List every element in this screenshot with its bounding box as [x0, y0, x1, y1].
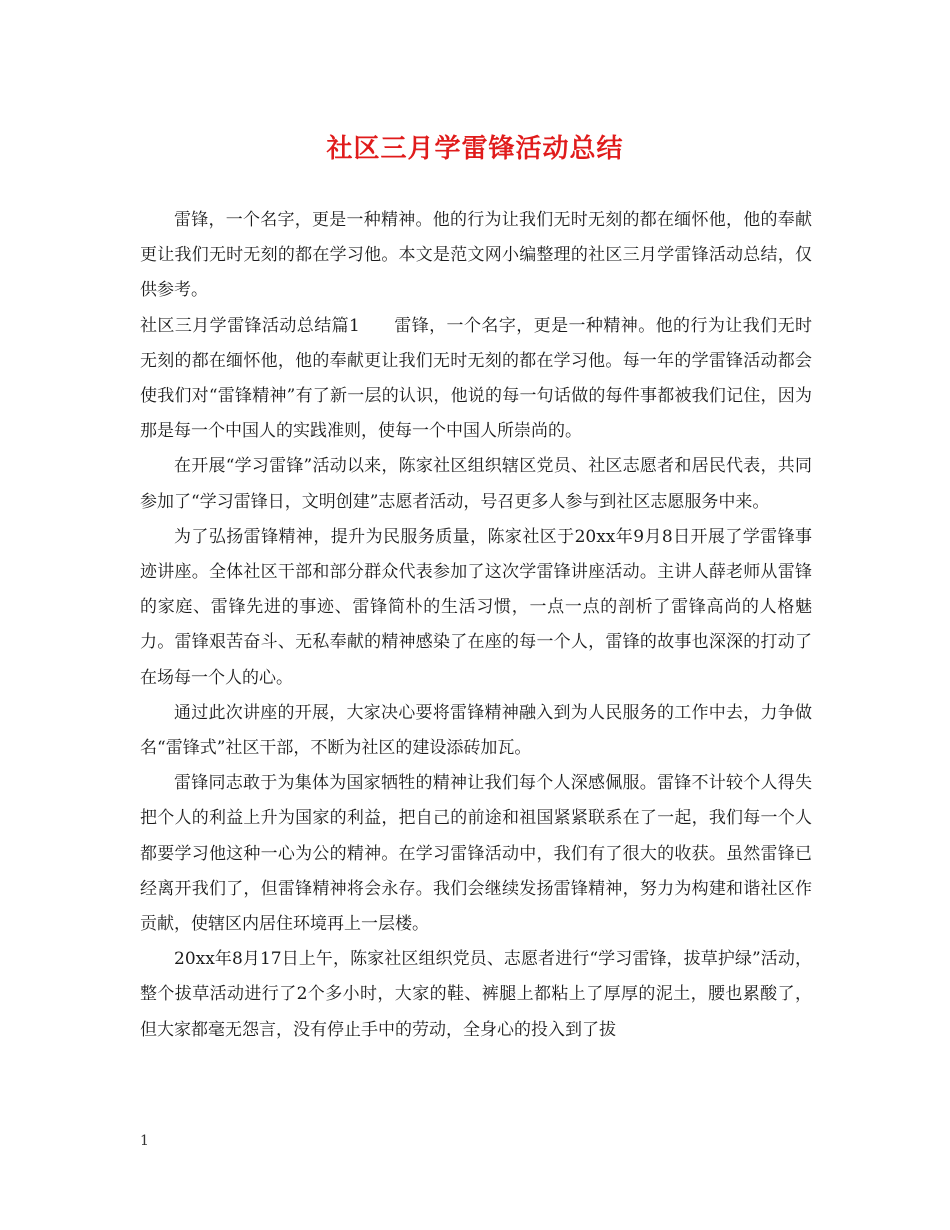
- page-number: 1: [140, 1133, 149, 1149]
- intro-paragraph: 雷锋，一个名字，更是一种精神。他的行为让我们无时无刻的都在缅怀他，他的奉献更让我们无时无刻的都在学习他。本文是范文网小编整理的社区三月学雷锋活动总结，仅供参考。: [140, 210, 812, 301]
- body-paragraph: 通过此次讲座的开展，大家决心要将雷锋精神融入到为人民服务的工作中去，力争做名“雷锋式”社区干部，不断为社区的建设添砖加瓦。: [140, 702, 812, 759]
- body-paragraph: 20xx年8月17日上午，陈家社区组织党员、志愿者进行“学习雷锋，拔草护绿”活动，整个拔草活动进行了2个多小时，大家的鞋、裤腿上都粘上了厚厚的泥土，腰也累酸了，但大家都毫无怨言，没有停止手中的劳动，全身心的投入到了拔: [140, 949, 812, 1040]
- document-body: [140, 203, 812, 1048]
- body-paragraph: 雷锋同志敢于为集体为国家牺牲的精神让我们每个人深感佩服。雷锋不计较个人得失把个人的利益上升为国家的利益，把自己的前途和祖国紧紧联系在了一起，我们每一个人都要学习他这种一心为公的精神。在学习雷锋活动中，我们有了很大的收获。虽然雷锋已经离开我们了，但雷锋精神将会永存。我们会继续发扬雷锋精神，努力为构建和谐社区作贡献，使辖区内居住环境再上一层楼。: [140, 773, 812, 935]
- document-title: 社区三月学雷锋活动总结: [326, 134, 624, 164]
- body-paragraph: 为了弘扬雷锋精神，提升为民服务质量，陈家社区于20xx年9月8日开展了学雷锋事迹讲座。全体社区干部和部分群众代表参加了这次学雷锋讲座活动。主讲人薛老师从雷锋的家庭、雷锋先进的事迹、雷锋简朴的生活习惯，一点一点的剖析了雷锋高尚的人格魅力。雷锋艰苦奋斗、无私奉献的精神感染了在座的每一个人，雷锋的故事也深深的打动了在场每一个人的心。: [140, 526, 812, 688]
- section-paragraph: [140, 309, 812, 450]
- body-paragraph: 在开展“学习雷锋”活动以来，陈家社区组织辖区党员、社区志愿者和居民代表，共同参加了“学习雷锋日，文明创建”志愿者活动，号召更多人参与到社区志愿服务中来。: [140, 456, 812, 512]
- section-heading: 社区三月学雷锋活动总结篇1: [140, 315, 360, 336]
- section-first-paragraph: 雷锋，一个名字，更是一种精神。他的行为让我们无时无刻的都在缅怀他，他的奉献更让我们无时无刻的都在学习他。每一年的学雷锋活动都会使我们对“雷锋精神”有了新一层的认识，他说的每一句话做的每件事都被我们记住，因为那是每一个中国人的实践准则，使每一个中国人所崇尚的。: [140, 315, 812, 442]
